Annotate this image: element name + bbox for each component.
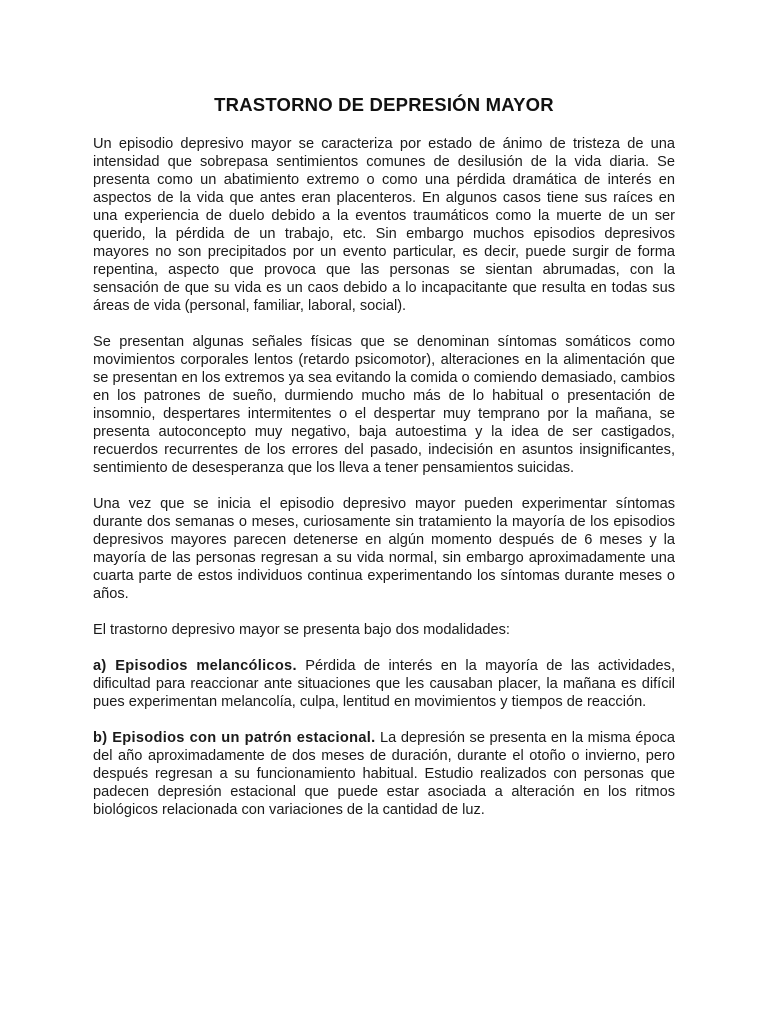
seasonal-heading: b) Episodios con un patrón estacional. bbox=[93, 730, 376, 746]
paragraph-somatic-symptoms: Se presentan algunas señales físicas que se denominan síntomas somáticos como movimientos corporales lentos (retardo psicomotor), alteraciones en la alimentación que se presentan en los extremos ya sea evitando la comida o comiendo demasiado, cambios en los patrones de sueño, durmiendo mucho más de lo habitual o presentación de insomnio, despertares intermitentes o el despertar muy temprano por la mañana, se presenta autoconcepto muy negativo, baja autoestima y la idea de ser castigados, recuerdos recurrentes de los errores del pasado, indecisión en asuntos insignificantes, sentimiento de desesperanza que los lleva a tener pensamientos suicidas. bbox=[93, 334, 675, 476]
melancholic-text: Pérdida de interés en la mayoría de las actividades, dificultad para reaccionar ante situaciones que les causaban placer, la mañana es difícil pues experimentan melancolía, culpa, lentitud en movimientos y tiempos de reacción. bbox=[93, 658, 676, 710]
paragraph-definition: Un episodio depresivo mayor se caracteriza por estado de ánimo de tristeza de una intensidad que sobrepasa sentimientos comunes de desilusión de la vida diaria. Se presenta como un abatimiento extremo o como una pérdida dramática de interés en aspectos de la vida que antes eran placenteros. En algunos casos tiene sus raíces en una experiencia de duelo debido a la eventos traumáticos como la muerte de un ser querido, la pérdida de un trabajo, etc. Sin embargo muchos episodios depresivos mayores no son precipitados por un evento particular, es decir, puede surgir de forma repentina, aspecto que provoca que las personas se sientan abrumadas, con la sensación de que su vida es un caos debido a lo incapacitante que resulta en todas sus áreas de vida (personal, familiar, laboral, social). bbox=[93, 136, 675, 314]
document-body bbox=[93, 135, 675, 837]
paragraph-modalities-intro: El trastorno depresivo mayor se presenta bajo dos modalidades: bbox=[93, 622, 510, 638]
seasonal-text: La depresión se presenta en la misma época del año aproximadamente de dos meses de duración, durante el otoño o invierno, pero después regresan a su funcionamiento habitual. Estudio realizados con personas que padecen depresión estacional que puede estar asociada a alteración en los ritmos biológicos relacionada con variaciones de la cantidad de luz. bbox=[93, 730, 675, 818]
paragraph-melancholic bbox=[93, 657, 675, 711]
paragraph-duration: Una vez que se inicia el episodio depresivo mayor pueden experimentar síntomas durante dos semanas o meses, curiosamente sin tratamiento la mayoría de los episodios depresivos mayores parecen detenerse en algún momento después de 6 meses y la mayoría de las personas regresan a su vida normal, sin embargo aproximadamente una cuarta parte de estos individuos continua experimentando los síntomas durante meses o años. bbox=[93, 496, 675, 602]
melancholic-heading: a) Episodios melancólicos. bbox=[93, 658, 297, 674]
paragraph-seasonal bbox=[93, 729, 675, 819]
document-title: TRASTORNO DE DEPRESIÓN MAYOR bbox=[214, 94, 554, 115]
